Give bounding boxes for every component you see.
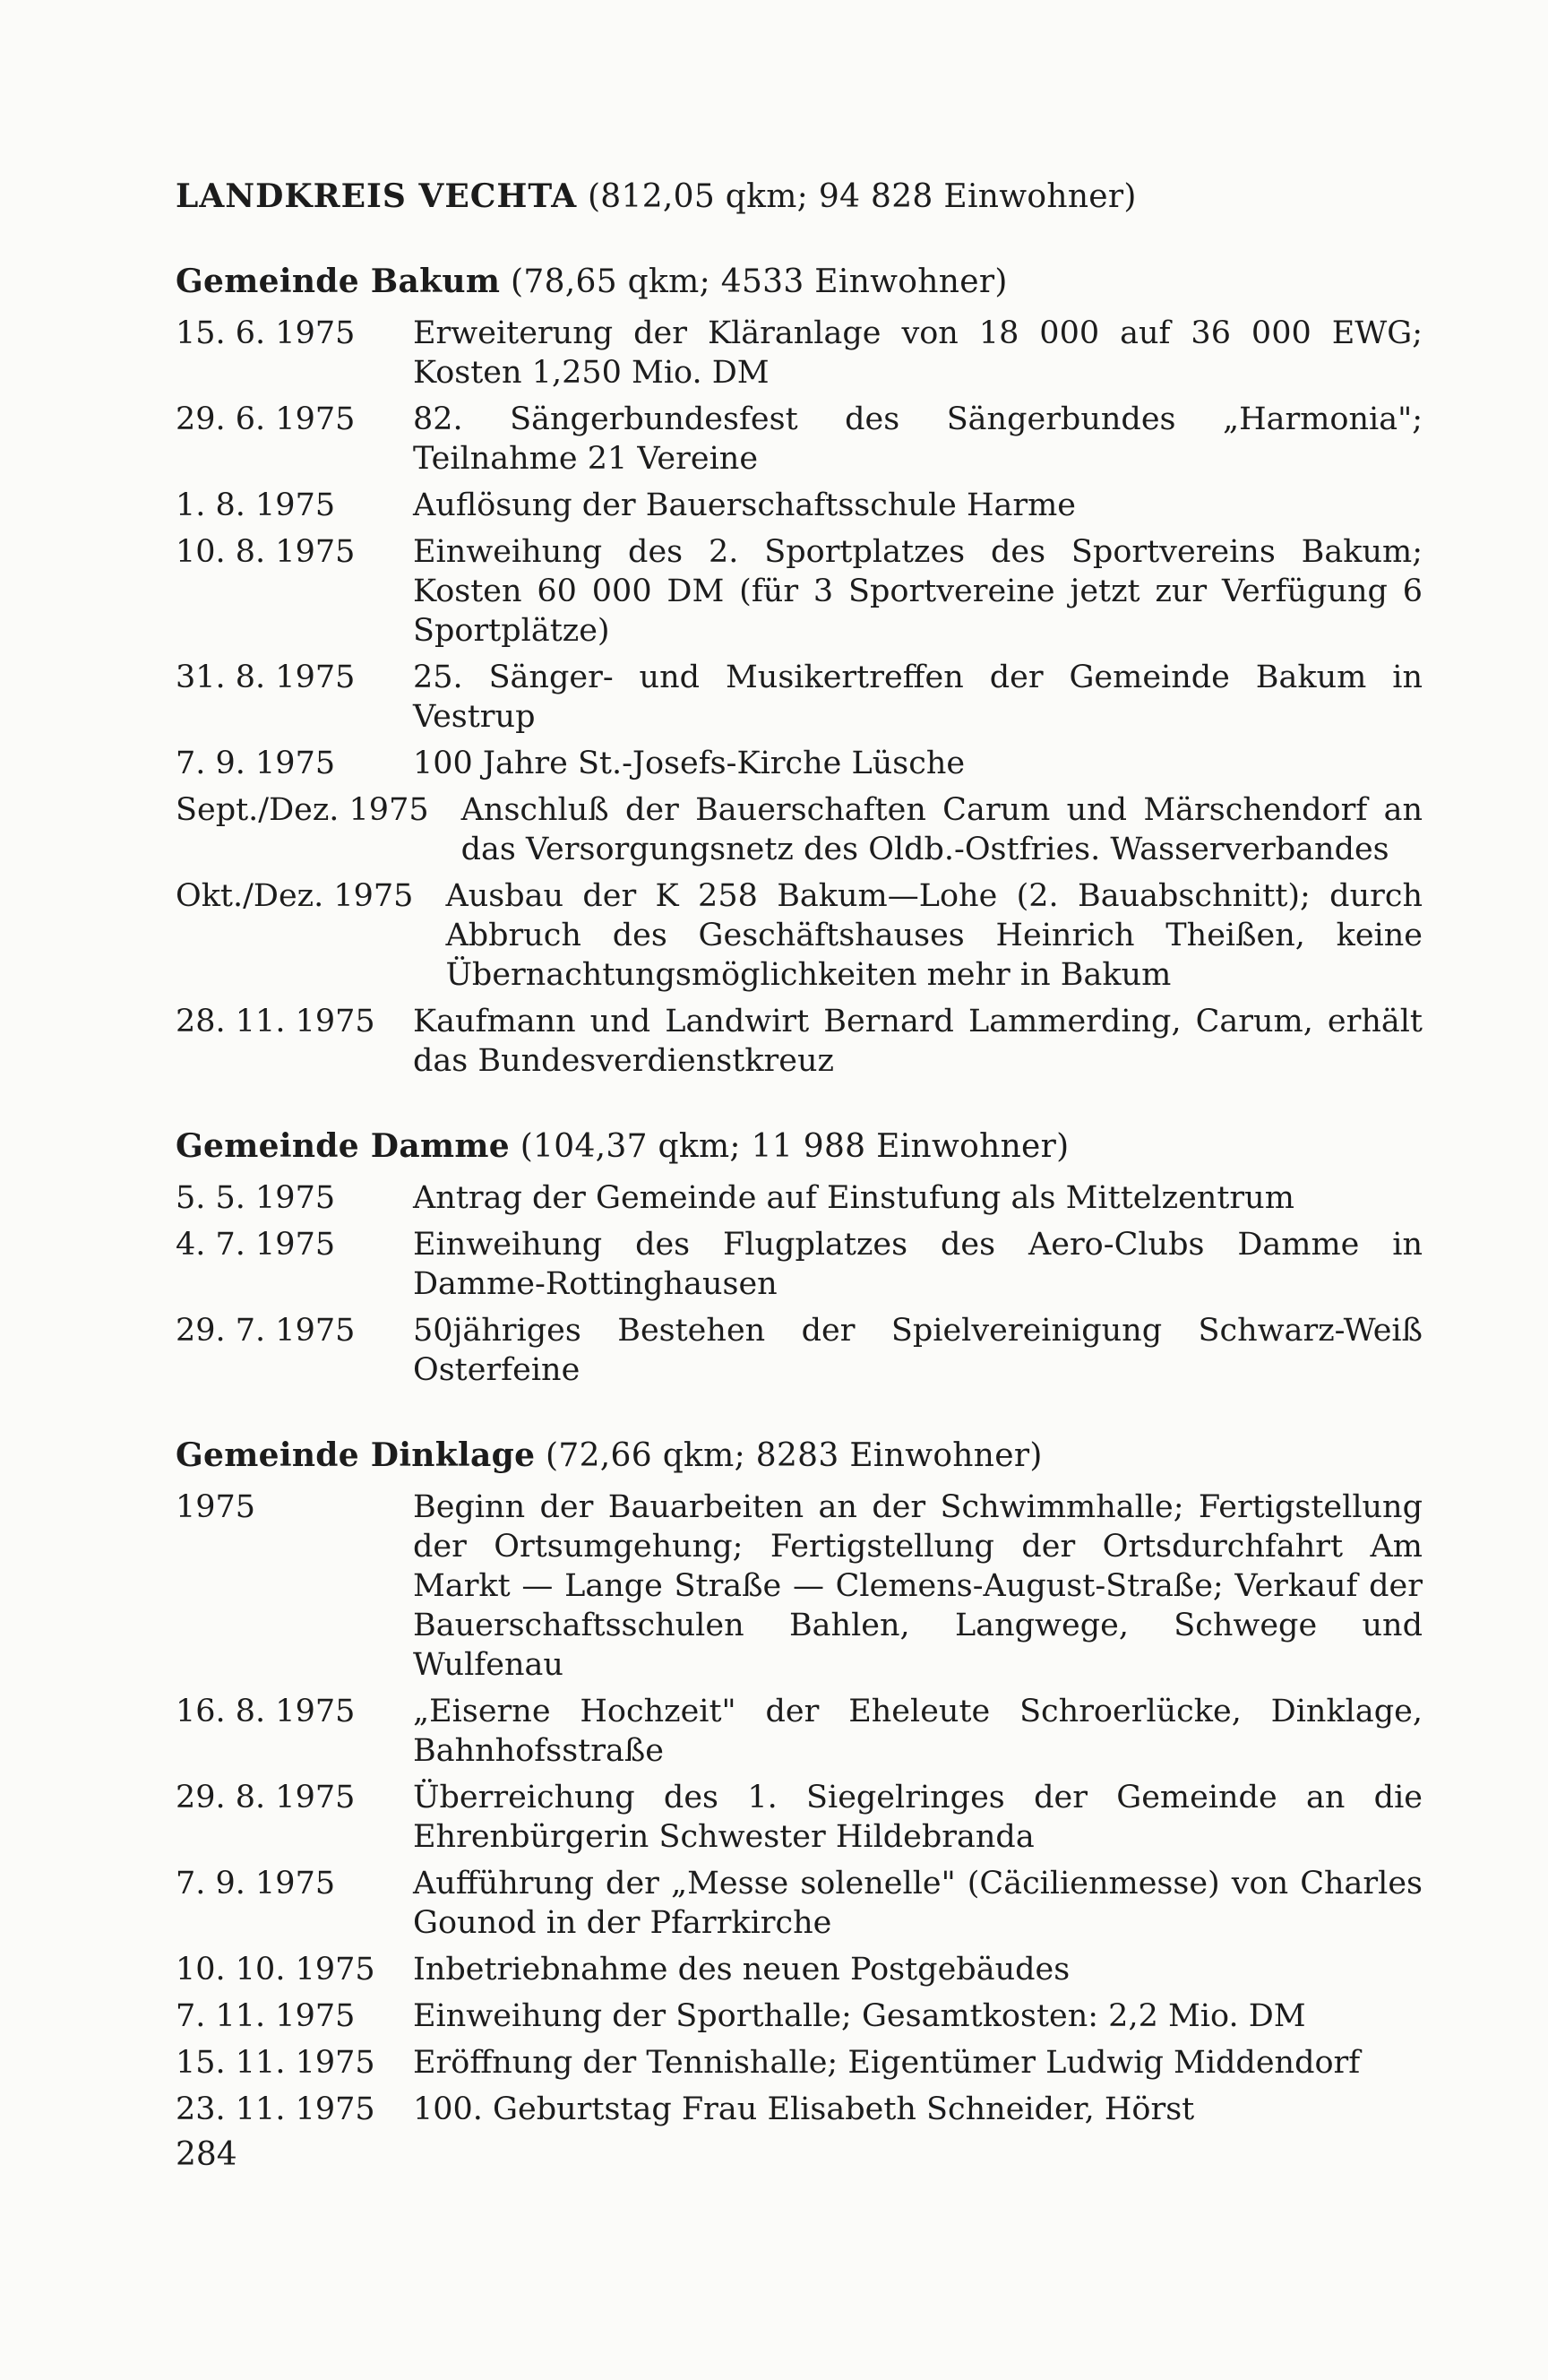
chronicle-entry xyxy=(176,1311,1423,1390)
entry-text: Einweihung des Flugplatzes des Aero-Clubs Damme in Damme-Rottinghausen xyxy=(413,1227,1423,1302)
municipality-name: Gemeinde Damme xyxy=(176,1127,510,1165)
district-heading xyxy=(176,176,1423,218)
municipality-section xyxy=(176,261,1423,1081)
chronicle-entry xyxy=(176,658,1423,737)
chronicle-entry xyxy=(176,314,1423,392)
entry-date: 4. 7. 1975 xyxy=(176,1227,336,1263)
chronicle-entry xyxy=(176,1950,1423,1989)
entry-date: 7. 11. 1975 xyxy=(176,1998,356,2034)
chronicle-entry xyxy=(176,532,1423,651)
chronicle-entry xyxy=(176,876,1423,995)
chronicle-entry xyxy=(176,1178,1423,1218)
entry-text: Auflösung der Bauerschaftsschule Harme xyxy=(413,487,1077,523)
municipality-info: (72,66 qkm; 8283 Einwohner) xyxy=(546,1437,1043,1474)
chronicle-entry xyxy=(176,1692,1423,1771)
municipality-name: Gemeinde Bakum xyxy=(176,263,501,300)
municipality-info: (78,65 qkm; 4533 Einwohner) xyxy=(511,263,1008,300)
entry-date: 10. 8. 1975 xyxy=(176,534,356,570)
municipality-section xyxy=(176,1125,1423,1390)
entry-text: 50jähriges Bestehen der Spielvereinigung Schwarz-Weiß Osterfeine xyxy=(413,1313,1423,1388)
entry-text: Eröffnung der Tennishalle; Eigentümer Ludwig Middendorf xyxy=(413,2045,1361,2081)
entry-text: Anschluß der Bauerschaften Carum und Märschendorf an das Versorgungsnetz des Oldb.-Ostfries. Wasserverbandes xyxy=(460,792,1423,867)
chronicle-entry xyxy=(176,790,1423,869)
chronicle-entry xyxy=(176,744,1423,783)
municipality-heading xyxy=(176,261,1423,303)
entry-text: Antrag der Gemeinde auf Einstufung als Mittelzentrum xyxy=(413,1180,1294,1216)
entry-text: „Eiserne Hochzeit" der Eheleute Schroerlücke, Dinklage, Bahnhofsstraße xyxy=(413,1694,1423,1769)
district-name: LANDKREIS VECHTA xyxy=(176,177,578,215)
chronicle-entry xyxy=(176,486,1423,525)
chronicle-entry xyxy=(176,2043,1423,2082)
entry-date: 29. 6. 1975 xyxy=(176,401,356,437)
entry-date: 5. 5. 1975 xyxy=(176,1180,336,1216)
municipality-heading xyxy=(176,1435,1423,1477)
chronicle-entry xyxy=(176,1778,1423,1857)
entry-date: 7. 9. 1975 xyxy=(176,746,336,781)
entry-date: 10. 10. 1975 xyxy=(176,1952,375,1988)
entry-date: 15. 11. 1975 xyxy=(176,2045,375,2081)
chronicle-entry xyxy=(176,1225,1423,1304)
entry-date: 31. 8. 1975 xyxy=(176,660,356,695)
chronicle-entry xyxy=(176,1488,1423,1685)
chronicle-entry xyxy=(176,1002,1423,1081)
entry-date: 29. 8. 1975 xyxy=(176,1780,356,1815)
entry-text: Überreichung des 1. Siegelringes der Gemeinde an die Ehrenbürgerin Schwester Hildebranda xyxy=(413,1780,1423,1855)
sections-container xyxy=(176,261,1423,2129)
entry-text: Erweiterung der Kläranlage von 18 000 auf 36 000 EWG; Kosten 1,250 Mio. DM xyxy=(413,315,1423,391)
page-number: 284 xyxy=(176,2136,237,2173)
entry-date: 23. 11. 1975 xyxy=(176,2091,375,2127)
document-page xyxy=(176,176,1423,2174)
entry-text: Kaufmann und Landwirt Bernard Lammerding, Carum, erhält das Bundesverdienstkreuz xyxy=(413,1004,1423,1079)
entry-text: Beginn der Bauarbeiten an der Schwimmhalle; Fertigstellung der Ortsumgehung; Fertigstellung der Ortsdurchfahrt Am Markt — Lange Straße — Clemens-August-Straße; Verkauf der Bauerschaftsschulen Bahlen, Langwege, Schwege und Wulfenau xyxy=(413,1489,1423,1683)
chronicle-entry xyxy=(176,2090,1423,2129)
entry-date: 7. 9. 1975 xyxy=(176,1866,336,1901)
entry-text: 100 Jahre St.-Josefs-Kirche Lüsche xyxy=(413,746,966,781)
chronicle-entry xyxy=(176,400,1423,479)
municipality-info: (104,37 qkm; 11 988 Einwohner) xyxy=(520,1128,1070,1165)
chronicle-entry xyxy=(176,1864,1423,1943)
entry-text: 100. Geburtstag Frau Elisabeth Schneider, Hörst xyxy=(413,2091,1195,2127)
municipality-heading xyxy=(176,1125,1423,1168)
district-info: (812,05 qkm; 94 828 Einwohner) xyxy=(587,178,1137,215)
entry-date: Okt./Dez. 1975 xyxy=(176,878,414,914)
entry-text: Einweihung der Sporthalle; Gesamtkosten: 2,2 Mio. DM xyxy=(413,1998,1306,2034)
entry-text: 82. Sängerbundesfest des Sängerbundes „Harmonia"; Teilnahme 21 Vereine xyxy=(413,401,1423,477)
entry-date: 28. 11. 1975 xyxy=(176,1004,375,1039)
entry-date: Sept./Dez. 1975 xyxy=(176,792,429,828)
entry-date: 1975 xyxy=(176,1489,256,1525)
municipality-section xyxy=(176,1435,1423,2129)
entry-text: 25. Sänger- und Musikertreffen der Gemeinde Bakum in Vestrup xyxy=(413,660,1423,735)
entry-text: Aufführung der „Messe solenelle" (Cäcilienmesse) von Charles Gounod in der Pfarrkirche xyxy=(413,1866,1423,1941)
entry-text: Einweihung des 2. Sportplatzes des Sportvereins Bakum; Kosten 60 000 DM (für 3 Sportvereine jetzt zur Verfügung 6 Sportplätze) xyxy=(413,534,1423,649)
chronicle-entry xyxy=(176,1996,1423,2036)
entry-date: 16. 8. 1975 xyxy=(176,1694,356,1729)
entry-date: 29. 7. 1975 xyxy=(176,1313,356,1349)
municipality-name: Gemeinde Dinklage xyxy=(176,1436,536,1474)
entry-date: 15. 6. 1975 xyxy=(176,315,356,351)
entry-date: 1. 8. 1975 xyxy=(176,487,336,523)
entry-text: Inbetriebnahme des neuen Postgebäudes xyxy=(413,1952,1071,1988)
entry-text: Ausbau der K 258 Bakum—Lohe (2. Bauabschnitt); durch Abbruch des Geschäftshauses Heinrich Theißen, keine Übernachtungsmöglichkeiten mehr in Bakum xyxy=(445,878,1423,993)
